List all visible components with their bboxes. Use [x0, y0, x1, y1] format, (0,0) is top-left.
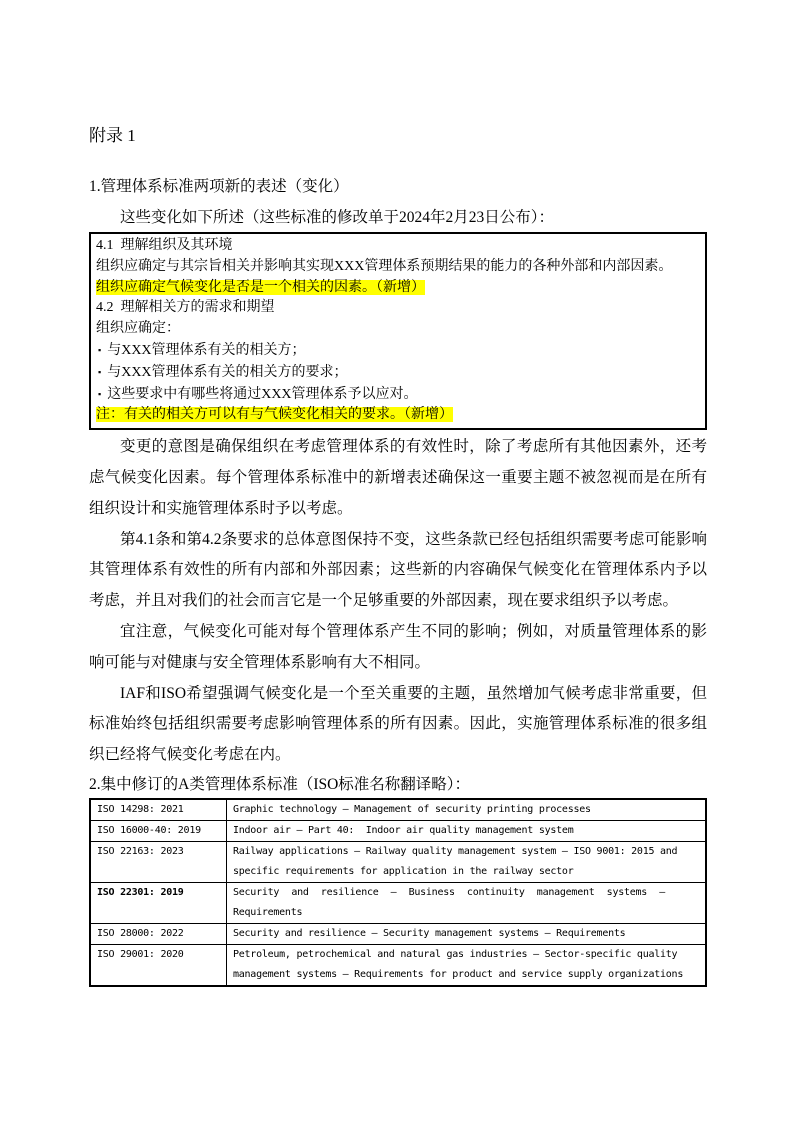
table-row — [90, 841, 706, 882]
clause-41-added-line — [96, 278, 700, 299]
table-row — [90, 944, 706, 986]
standard-cell: ISO 22301: 2019 — [90, 882, 227, 923]
table-row-bold — [90, 882, 706, 923]
paragraph: 变更的意图是确保组织在考虑管理体系的有效性时，除了考虑所有其他因素外，还考虑气候变化因素。每个管理体系标准中的新增表述确保这一重要主题不被忽视而是在所有组织设计和实施管理体系时予以考虑。 — [89, 438, 707, 517]
title-cell: Railway applications — Railway quality management system — ISO 9001: 2015 and specific requirements for application in the railway sector — [227, 841, 707, 882]
bullet-text: 这些要求中有哪些将通过XXX管理体系予以应对。 — [107, 386, 418, 402]
title-cell: Graphic technology — Management of security printing processes — [227, 799, 707, 821]
clause-42-heading: 4.2 理解相关方的需求和期望 — [96, 300, 275, 316]
standard-cell: ISO 29001: 2020 — [90, 944, 227, 986]
bullet-item — [96, 384, 700, 406]
square-bullet-icon: ▪ — [98, 344, 102, 355]
iso-standards-table — [89, 798, 707, 987]
bullet-item — [96, 362, 700, 384]
highlighted-addition-41: 组织应确定气候变化是否是一个相关的因素。（新增） — [96, 279, 425, 295]
table-row — [90, 799, 706, 821]
standard-cell: ISO 28000: 2022 — [90, 923, 227, 944]
bullet-text: 与XXX管理体系有关的相关方的要求； — [107, 364, 348, 380]
note-added-line — [96, 405, 700, 426]
section2-heading: 2.集中修订的A类管理体系标准（ISO标准名称翻译略）： — [89, 775, 471, 793]
bullet-item — [96, 340, 700, 362]
standard-cell: ISO 16000-40: 2019 — [90, 820, 227, 841]
clause-41-text: 组织应确定与其宗旨相关并影响其实现XXX管理体系预期结果的能力的各种外部和内部因素。 — [96, 258, 673, 274]
title-cell: Petroleum, petrochemical and natural gas industries — Sector-specific quality management systems — Requirements for product and service supply organizations — [227, 944, 707, 986]
section1-heading: 1.管理体系标准两项新的表述（变化） — [89, 178, 349, 195]
table-row — [90, 820, 706, 841]
title-cell — [227, 882, 707, 923]
title-cell: Indoor air — Part 40: Indoor air quality management system — [227, 820, 707, 841]
highlighted-note: 注：有关的相关方可以有与气候变化相关的要求。（新增） — [96, 407, 453, 423]
standard-cell: ISO 14298: 2021 — [90, 799, 227, 821]
paragraph: 第4.1条和第4.2条要求的总体意图保持不变，这些条款已经包括组织需要考虑可能影响其管理体系有效性的所有内部和外部因素；这些新的内容确保气候变化在管理体系内予以考虑，并且对我们的社会而言它是一个足够重要的外部因素，现在要求组织予以考虑。 — [89, 530, 707, 610]
section1-intro: 这些变化如下所述（这些标准的修改单于2024年2月23日公布）： — [120, 209, 555, 226]
square-bullet-icon: ▪ — [98, 388, 102, 399]
paragraph: 宜注意，气候变化可能对每个管理体系产生不同的影响；例如，对质量管理体系的影响可能与对健康与安全管理体系影响有大不相同。 — [89, 622, 707, 671]
bullet-text: 与XXX管理体系有关的相关方； — [107, 342, 306, 358]
standard-cell: ISO 22163: 2023 — [90, 841, 227, 882]
body-text — [89, 432, 707, 771]
clause-box — [89, 232, 707, 430]
title-cell: Security and resilience — Security management systems — Requirements — [227, 923, 707, 944]
clause-42-lead: 组织应确定： — [96, 321, 180, 337]
table-row — [90, 923, 706, 944]
paragraph: IAF和ISO希望强调气候变化是一个至关重要的主题，虽然增加气候考虑非常重要，但标准始终包括组织需要考虑影响管理体系的所有因素。因此，实施管理体系标准的很多组织已经将气候变化考虑在内。 — [89, 684, 707, 764]
clause-41-heading: 4.1 理解组织及其环境 — [96, 238, 233, 253]
title-cell-text: Security and resilience — Business continuity management systems — Requirements — [233, 886, 671, 918]
square-bullet-icon: ▪ — [98, 366, 102, 377]
document-page — [89, 126, 707, 987]
appendix-title: 附录 1 — [89, 126, 136, 145]
